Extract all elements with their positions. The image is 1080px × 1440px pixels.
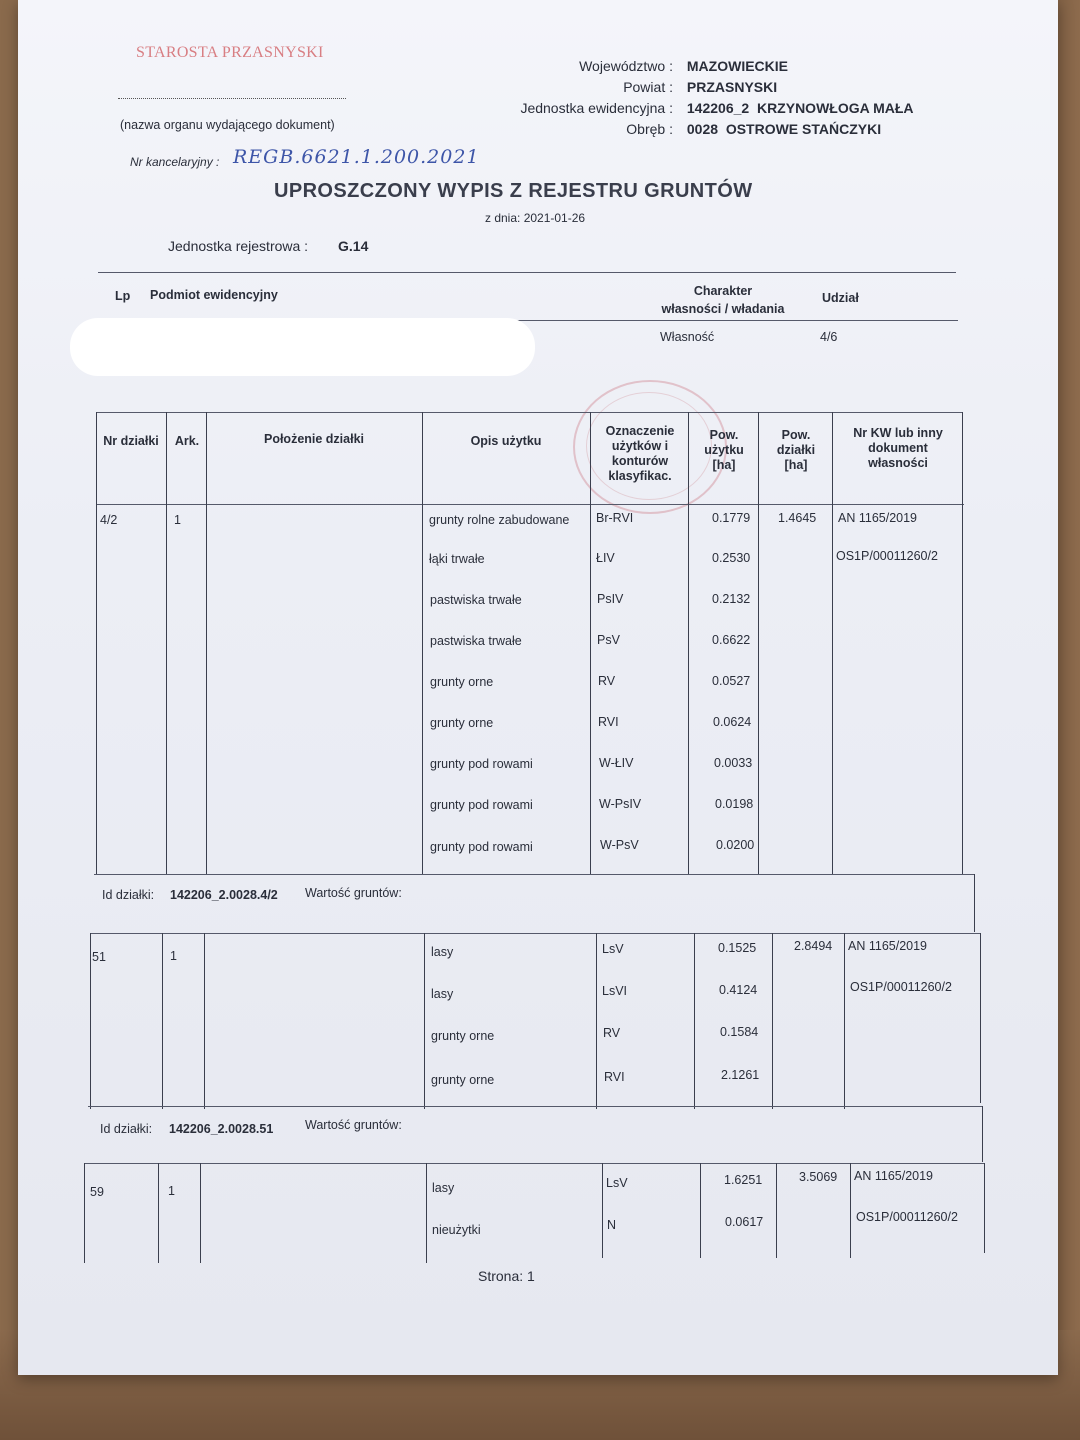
parcel-2-col-sep-nr: [162, 933, 163, 1109]
use-pow: 0.0033: [714, 756, 753, 770]
use-pow: 0.0200: [716, 838, 755, 852]
wojewodztwo-row: [373, 58, 788, 74]
col-sep-polozenie: [422, 412, 423, 874]
use-opis: grunty pod rowami: [430, 798, 533, 812]
parcel-2-kw-1: AN 1165/2019: [848, 939, 927, 953]
document-sheet: [18, 0, 1058, 1375]
use-oznaczenie: W-ŁIV: [599, 756, 634, 770]
table-left-border: [96, 412, 97, 874]
use-pow: 0.1525: [718, 941, 757, 955]
use-opis: łąki trwałe: [429, 552, 485, 566]
use-opis: grunty orne: [431, 1029, 495, 1043]
use-opis: lasy: [431, 945, 454, 959]
parcel-3-col-sep-pow-dzialki: [850, 1163, 851, 1258]
use-oznaczenie: LsVI: [602, 984, 628, 998]
owner-udzial: 4/6: [820, 330, 838, 344]
th-oznaczenie: Oznaczenie użytków i konturów klasyfikac.: [605, 424, 675, 483]
use-oznaczenie: ŁIV: [596, 551, 615, 565]
col-sep-opis: [590, 412, 591, 874]
parcel-3-top-rule: [84, 1163, 984, 1164]
powiat-label: Powiat :: [623, 79, 673, 95]
use-oznaczenie: LsV: [602, 942, 624, 956]
parcel-3-col-sep-pow-uzytku: [776, 1163, 777, 1258]
parcel-1-kw-1: AN 1165/2019: [838, 511, 917, 525]
use-oznaczenie: RV: [603, 1026, 621, 1040]
use-pow: 0.2530: [712, 551, 751, 565]
obreb-row: [373, 121, 881, 137]
owners-col-podmiot: Podmiot ewidencyjny: [150, 288, 278, 302]
parcel-2-id-value: 142206_2.0028.51: [169, 1122, 274, 1136]
th-nr-kw: Nr KW lub inny dokument własności: [853, 426, 943, 470]
wojewodztwo-value: MAZOWIECKIE: [686, 58, 788, 74]
th-ark: Ark.: [174, 434, 200, 448]
use-pow: 0.1779: [712, 511, 751, 525]
use-pow: 0.0624: [713, 715, 752, 729]
use-opis: grunty rolne zabudowane: [429, 513, 570, 527]
kancelaryjny-handwritten-value: REGB.6621.1.200.2021: [233, 146, 480, 168]
use-opis: grunty pod rowami: [430, 757, 533, 771]
kancelaryjny-label: Nr kancelaryjny :: [130, 155, 220, 169]
parcel-2-col-sep-pow-dzialki: [844, 933, 845, 1109]
parcel-2-ark: 1: [170, 949, 177, 963]
use-oznaczenie: W-PsV: [600, 838, 639, 852]
parcel-1-nr: 4/2: [100, 513, 118, 527]
parcel-2-wartosc-label: Wartość gruntów:: [305, 1118, 402, 1132]
parcel-3-right-border: [984, 1163, 985, 1253]
th-nr-dzialki: Nr działki: [103, 434, 159, 448]
parcel-3-col-sep-nr: [158, 1163, 159, 1263]
use-pow: 0.0527: [712, 674, 751, 688]
use-pow: 0.1584: [720, 1025, 759, 1039]
jednostka-rejestrowa-value: G.14: [338, 238, 369, 254]
use-pow: 0.4124: [719, 983, 758, 997]
page-number: Strona: 1: [478, 1268, 535, 1284]
redacted-owner-name: [70, 318, 535, 376]
owners-top-rule: [98, 272, 956, 273]
jednostka-value: 142206_2 KRZYNOWŁOGA MAŁA: [686, 100, 914, 116]
obreb-label: Obręb :: [626, 121, 673, 137]
use-pow: 1.6251: [724, 1173, 763, 1187]
powiat-row: [373, 79, 777, 95]
parcel-2-left-border: [90, 933, 91, 1109]
use-pow: 0.6622: [712, 633, 751, 647]
issuer-caption: (nazwa organu wydającego dokument): [120, 118, 335, 132]
parcel-2-kw-2: OS1P/00011260/2: [850, 980, 952, 994]
owners-col-lp: Lp: [115, 289, 131, 303]
use-opis: pastwiska trwałe: [430, 593, 522, 607]
use-oznaczenie: RVI: [604, 1070, 625, 1084]
parcel-2-nr: 51: [92, 950, 106, 964]
use-pow: 0.0198: [715, 797, 754, 811]
parcel-3-ark: 1: [168, 1184, 175, 1198]
col-sep-oznaczenie: [688, 412, 689, 874]
use-oznaczenie: PsV: [597, 633, 620, 647]
document-date: z dnia: 2021-01-26: [485, 211, 586, 225]
col-sep-pow-uzytku: [758, 412, 759, 874]
use-opis: grunty orne: [430, 675, 494, 689]
id-row-2-right-border: [982, 1106, 983, 1162]
parcel-3-kw-2: OS1P/00011260/2: [856, 1210, 958, 1224]
parcel-3-left-border: [84, 1163, 85, 1263]
parcel-2-col-sep-polozenie: [424, 933, 425, 1109]
col-sep-nr: [166, 412, 167, 874]
jednostka-rejestrowa-label: Jednostka rejestrowa :: [168, 238, 309, 254]
powiat-value: PRZASNYSKI: [686, 79, 778, 95]
parcel-2-bottom-rule: [88, 1106, 982, 1107]
use-oznaczenie: RVI: [598, 715, 619, 729]
col-sep-ark: [206, 412, 207, 874]
use-oznaczenie: Br-RVI: [596, 511, 634, 525]
th-pow-dzialki: Pow. działki [ha]: [776, 428, 816, 472]
owners-col-udzial: Udział: [822, 291, 859, 305]
table-header-bottom-rule: [96, 504, 964, 505]
parcel-1-id-value: 142206_2.0028.4/2: [170, 888, 278, 902]
use-opis: grunty orne: [431, 1073, 495, 1087]
col-sep-pow-dzialki: [832, 412, 833, 874]
obreb-value: 0028 OSTROWE STAŃCZYKI: [686, 121, 882, 137]
parcel-2-top-rule: [90, 933, 980, 934]
parcel-2-col-sep-opis: [596, 933, 597, 1109]
use-opis: lasy: [431, 987, 454, 1001]
dotted-signature-line: [118, 98, 346, 99]
parcel-2-col-sep-pow-uzytku: [772, 933, 773, 1109]
use-oznaczenie: LsV: [606, 1176, 628, 1190]
use-opis: grunty pod rowami: [430, 840, 533, 854]
parcel-3-col-sep-oznaczenie: [700, 1163, 701, 1258]
use-oznaczenie: PsIV: [597, 592, 624, 606]
use-opis: lasy: [432, 1181, 455, 1195]
use-pow: 2.1261: [721, 1068, 760, 1082]
document-title: UPROSZCZONY WYPIS Z REJESTRU GRUNTÓW: [274, 180, 753, 202]
parcel-3-nr: 59: [90, 1185, 104, 1199]
id-row-1-right-border: [974, 874, 975, 932]
th-opis: Opis użytku: [470, 434, 542, 448]
office-stamp: STAROSTA PRZASNYSKI: [136, 44, 324, 61]
parcel-1-ark: 1: [174, 513, 181, 527]
parcel-2-col-sep-oznaczenie: [694, 933, 695, 1109]
parcel-2-id-label: Id działki:: [100, 1122, 153, 1136]
parcel-3-kw-1: AN 1165/2019: [854, 1169, 933, 1183]
table-right-border: [962, 412, 963, 874]
parcel-3-col-sep-polozenie: [426, 1163, 427, 1263]
parcel-3-col-sep-opis: [602, 1163, 603, 1258]
jednostka-label: Jednostka ewidencyjna :: [520, 100, 673, 116]
th-pow-uzytku: Pow. użytku [ha]: [704, 428, 744, 472]
parcel-1-id-label: Id działki:: [102, 888, 155, 902]
owner-charakter: Własność: [660, 330, 715, 344]
jednostka-row: [373, 100, 914, 116]
use-oznaczenie: W-PsIV: [599, 797, 642, 811]
use-pow: 0.2132: [712, 592, 751, 606]
use-oznaczenie: N: [607, 1218, 617, 1232]
parcel-1-kw-2: OS1P/00011260/2: [836, 549, 938, 563]
th-polozenie: Położenie działki: [263, 432, 365, 446]
parcel-3-col-sep-ark: [200, 1163, 201, 1263]
parcel-1-wartosc-label: Wartość gruntów:: [305, 886, 402, 900]
owners-col-charakter: Charakter własności / władania: [661, 284, 785, 316]
use-opis: pastwiska trwałe: [430, 634, 522, 648]
use-opis: nieużytki: [432, 1223, 481, 1237]
use-opis: grunty orne: [430, 716, 494, 730]
use-pow: 0.0617: [725, 1215, 764, 1229]
parcel-3-pow-dzialki: 3.5069: [799, 1170, 838, 1184]
wojewodztwo-label: Województwo :: [579, 58, 673, 74]
parcel-2-col-sep-ark: [204, 933, 205, 1109]
parcel-1-bottom-rule: [94, 874, 974, 875]
parcel-1-pow-dzialki: 1.4645: [778, 511, 817, 525]
use-oznaczenie: RV: [598, 674, 616, 688]
parcel-2-right-border: [980, 933, 981, 1103]
parcel-2-pow-dzialki: 2.8494: [794, 939, 833, 953]
